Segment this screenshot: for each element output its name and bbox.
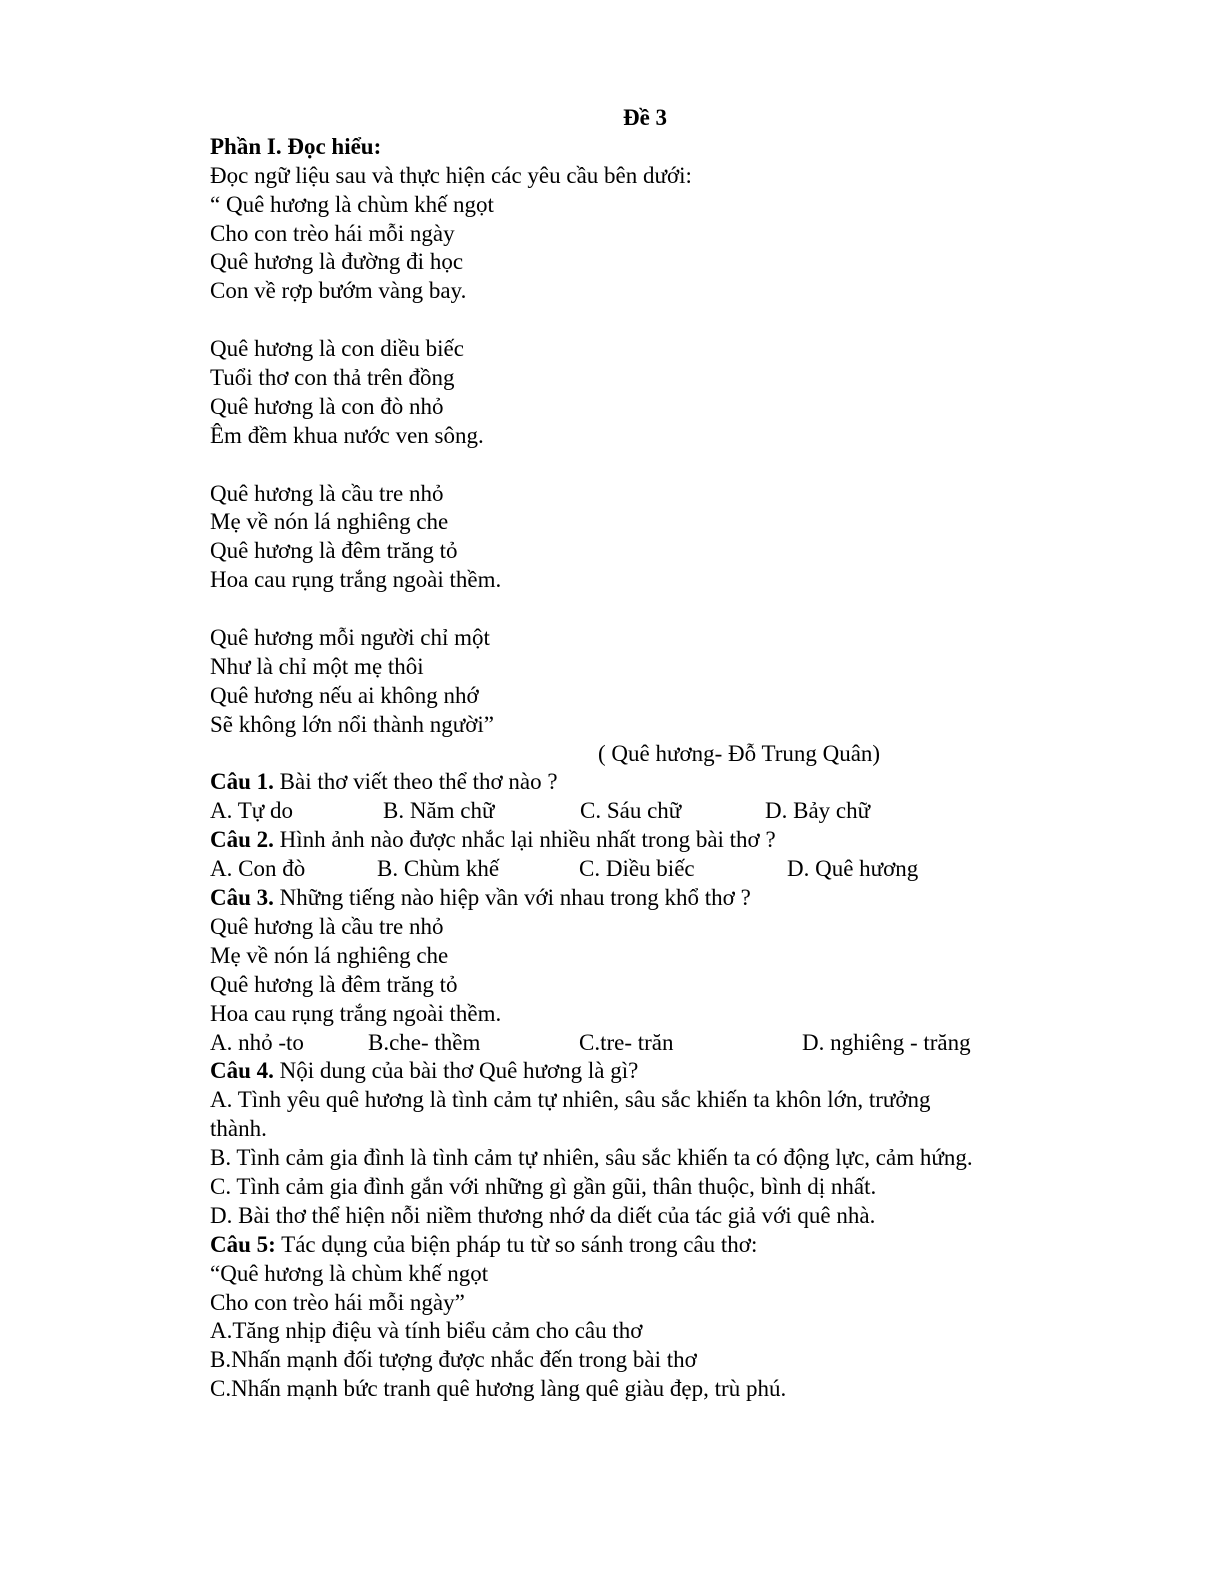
question-2 [210, 826, 1110, 884]
quoted-line: Mẹ về nón lá nghiêng che [210, 942, 449, 968]
poem-stanza-3 [210, 480, 1110, 596]
option-b: B.Nhấn mạnh đối tượng được nhắc đến trong bài thơ [210, 1347, 697, 1373]
question-text [210, 826, 1110, 855]
quoted-line: Cho con trèo hái mỗi ngày” [210, 1289, 465, 1315]
exam-page [210, 104, 1110, 1404]
poem-line: Hoa cau rụng trắng ngoài thềm. [210, 567, 502, 593]
question-prompt: Hình ảnh nào được nhắc lại nhiều nhất trong bài thơ ? [273, 827, 776, 853]
poem-line: “ Quê hương là chùm khế ngọt [210, 191, 494, 217]
question-prompt: Bài thơ viết theo thể thơ nào ? [273, 769, 558, 795]
stanza-gap [210, 595, 1110, 624]
quoted-line: Quê hương là cầu tre nhỏ [210, 913, 444, 939]
option-d: D. Bảy chữ [765, 798, 871, 824]
section-heading: Phần I. Đọc hiểu: [210, 133, 382, 159]
stanza-gap [210, 451, 1110, 480]
option-c: C.Nhấn mạnh bức tranh quê hương làng quê giàu đẹp, trù phú. [210, 1376, 787, 1402]
poem-line: Quê hương mỗi người chỉ một [210, 625, 490, 651]
option-d: D. Quê hương [787, 856, 919, 882]
poem-line: Con về rợp bướm vàng bay. [210, 278, 467, 304]
poem-line: Quê hương là con đò nhỏ [210, 393, 444, 419]
question-label: Câu 4. [210, 1058, 274, 1084]
poem-stanza-1 [210, 191, 1110, 307]
question-text [210, 768, 1110, 797]
poem-stanza-2 [210, 335, 1110, 451]
question-label: Câu 5: [210, 1231, 276, 1257]
poem [210, 191, 1110, 769]
poem-source: ( Quê hương- Đỗ Trung Quân) [598, 740, 881, 766]
poem-stanza-4 [210, 624, 1110, 740]
option-c: C. Diều biếc [579, 856, 695, 882]
question-4 [210, 1057, 1110, 1230]
option-a: A. Tự do [210, 798, 293, 824]
page-title: Đề 3 [622, 105, 668, 130]
option-a-continued: thành. [210, 1116, 267, 1142]
answer-options [210, 855, 1110, 884]
option-c: C.tre- trăn [579, 1029, 674, 1055]
question-text [210, 1057, 1110, 1086]
option-d: D. Bài thơ thể hiện nỗi niềm thương nhớ da diết của tác giả với quê nhà. [210, 1202, 876, 1228]
answer-options [210, 1029, 1110, 1058]
poem-line: Như là chỉ một mẹ thôi [210, 653, 424, 679]
poem-line: Quê hương là cầu tre nhỏ [210, 480, 444, 506]
question-label: Câu 3. [210, 885, 274, 911]
question-prompt: Những tiếng nào hiệp vần với nhau trong khổ thơ ? [273, 885, 751, 911]
question-5 [210, 1231, 1110, 1404]
instruction: Đọc ngữ liệu sau và thực hiện các yêu cầu bên dưới: [210, 162, 692, 188]
question-1 [210, 768, 1110, 826]
option-a: A. Con đò [210, 856, 306, 882]
poem-line: Quê hương là đường đi học [210, 249, 464, 275]
question-3 [210, 884, 1110, 1057]
question-prompt: Tác dụng của biện pháp tu từ so sánh trong câu thơ: [275, 1231, 758, 1257]
option-b: B. Tình cảm gia đình là tình cảm tự nhiên, sâu sắc khiến ta có động lực, cảm hứng. [210, 1145, 973, 1171]
poem-line: Mẹ về nón lá nghiêng che [210, 509, 449, 535]
question-text [210, 884, 1110, 913]
poem-line: Quê hương là đêm trăng tỏ [210, 538, 458, 564]
poem-line: Tuổi thơ con thả trên đồng [210, 365, 455, 391]
answer-options [210, 797, 1110, 826]
question-label: Câu 1. [210, 769, 274, 795]
option-a: A.Tăng nhịp điệu và tính biểu cảm cho câu thơ [210, 1318, 643, 1344]
option-a: A. nhỏ -to [210, 1029, 304, 1055]
option-b: B. Chùm khế [377, 856, 500, 882]
option-b: B.che- thềm [368, 1029, 481, 1055]
stanza-gap [210, 306, 1110, 335]
poem-line: Quê hương nếu ai không nhớ [210, 682, 479, 708]
quoted-line: “Quê hương là chùm khế ngọt [210, 1260, 489, 1286]
option-a: A. Tình yêu quê hương là tình cảm tự nhiên, sâu sắc khiến ta khôn lớn, trưởng [210, 1087, 931, 1113]
poem-line: Quê hương là con diều biếc [210, 336, 464, 362]
option-b: B. Năm chữ [383, 798, 495, 824]
option-c: C. Sáu chữ [580, 798, 682, 824]
quoted-line: Quê hương là đêm trăng tỏ [210, 971, 458, 997]
quoted-line: Hoa cau rụng trắng ngoài thềm. [210, 1000, 502, 1026]
option-c: C. Tình cảm gia đình gắn với những gì gần gũi, thân thuộc, bình dị nhất. [210, 1173, 877, 1199]
question-prompt: Nội dung của bài thơ Quê hương là gì? [273, 1058, 639, 1084]
poem-line: Êm đềm khua nước ven sông. [210, 422, 484, 448]
question-text [210, 1231, 1110, 1260]
question-label: Câu 2. [210, 827, 274, 853]
poem-line: Sẽ không lớn nổi thành người” [210, 711, 495, 737]
option-d: D. nghiêng - trăng [802, 1029, 971, 1055]
poem-line: Cho con trèo hái mỗi ngày [210, 220, 455, 246]
